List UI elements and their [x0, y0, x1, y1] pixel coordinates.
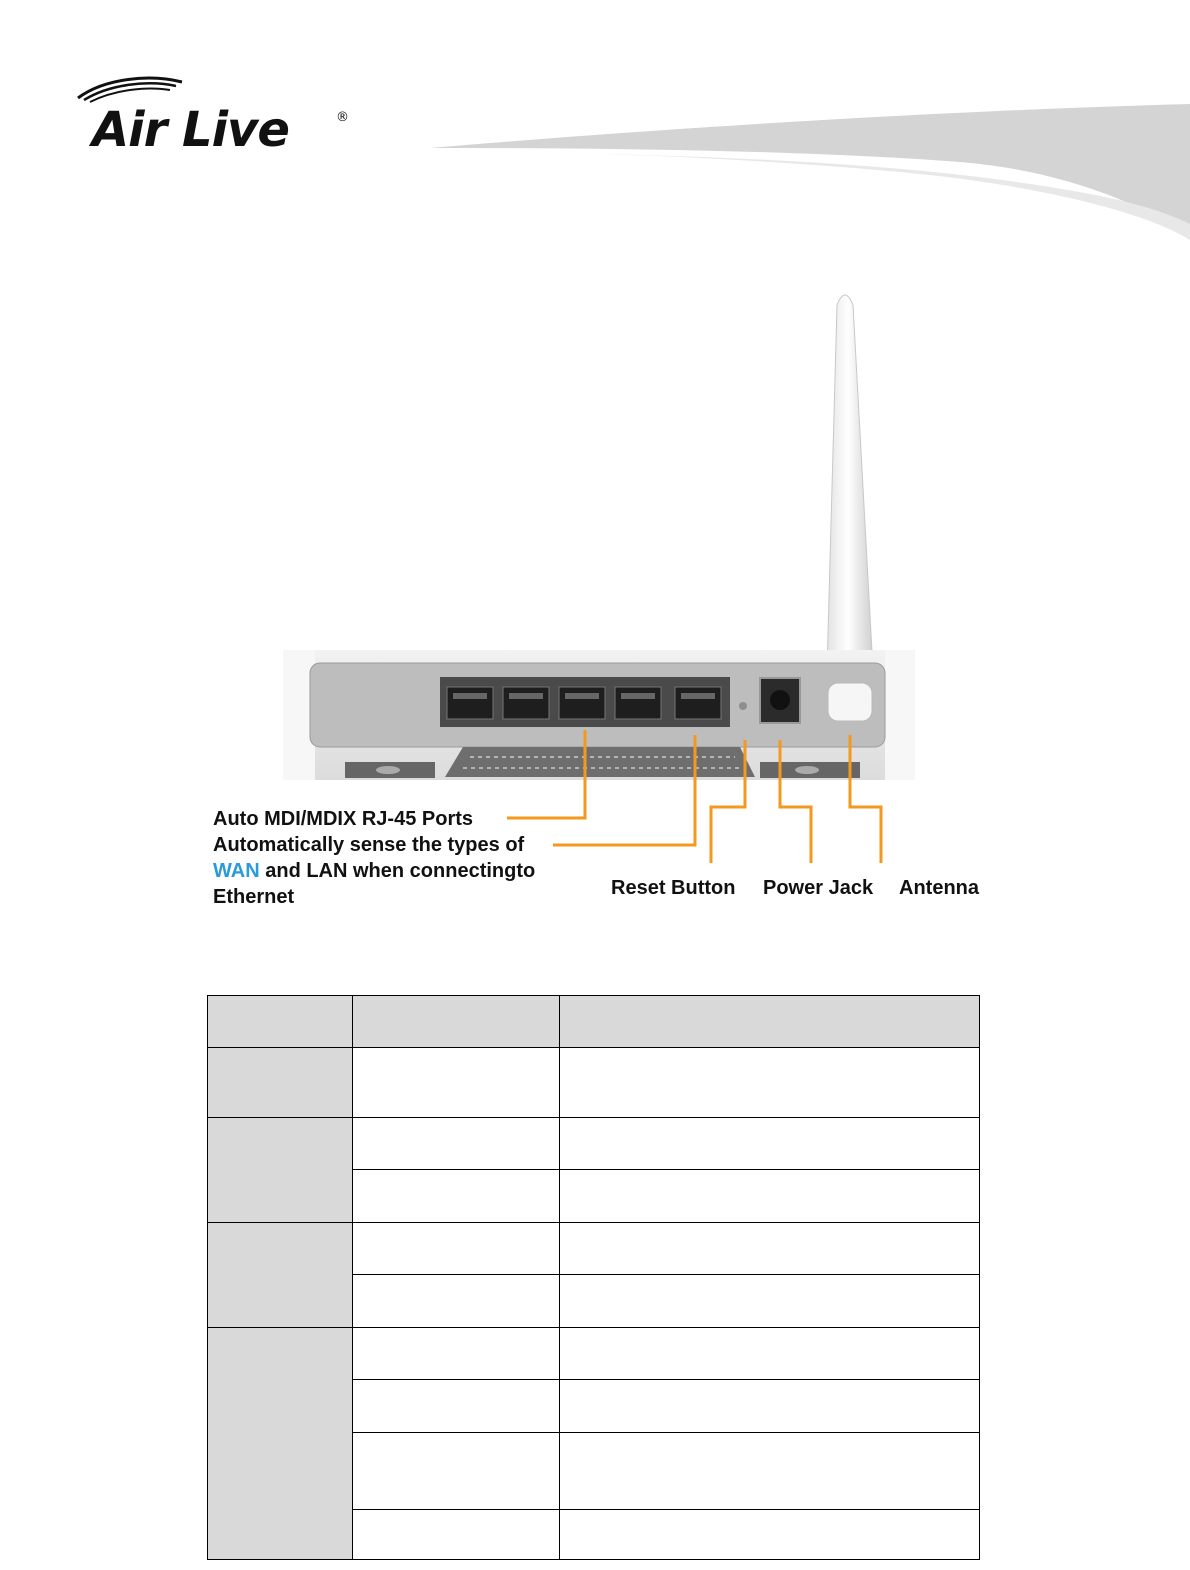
- table-cell: [560, 1048, 980, 1118]
- table-cell: [560, 1510, 980, 1560]
- spec-table: [207, 995, 980, 1560]
- table-cell: [353, 1048, 560, 1118]
- table-header-cell: [208, 996, 353, 1048]
- ports-label-line4: Ethernet: [213, 886, 295, 908]
- table-cell: [353, 1328, 560, 1380]
- table-cell: [353, 1170, 560, 1223]
- table-cell: [560, 1433, 980, 1510]
- table-cell: [560, 1275, 980, 1328]
- table-header-cell: [560, 996, 980, 1048]
- ports-label-line3: [213, 858, 535, 884]
- logo-text: Air Live: [92, 102, 289, 158]
- table-cell: [353, 1275, 560, 1328]
- reset-button-label: Reset Button: [611, 877, 736, 899]
- table-header-row: [208, 996, 980, 1048]
- ports-label-line1: Auto MDI/MDIX RJ-45 Ports: [213, 808, 474, 830]
- table-group-cell: [208, 1048, 353, 1118]
- lan-text: and LAN when connectingto: [259, 860, 536, 882]
- table-cell: [353, 1433, 560, 1510]
- table-cell: [353, 1223, 560, 1275]
- power-jack-label: Power Jack: [763, 877, 874, 899]
- antenna-label: Antenna: [899, 877, 979, 899]
- router-rear-panel-figure: [195, 265, 1025, 945]
- table-cell: [353, 1380, 560, 1433]
- wan-text: WAN: [213, 860, 260, 882]
- table-cell: [560, 1223, 980, 1275]
- table-cell: [353, 1118, 560, 1170]
- table-row: [208, 1223, 980, 1275]
- table-row: [208, 1048, 980, 1118]
- table-cell: [560, 1170, 980, 1223]
- table-group-cell: [208, 1118, 353, 1223]
- table-cell: [560, 1118, 980, 1170]
- table-cell: [560, 1380, 980, 1433]
- table-group-cell: [208, 1328, 353, 1560]
- table-header-cell: [353, 996, 560, 1048]
- table-cell: [560, 1328, 980, 1380]
- table-row: [208, 1328, 980, 1380]
- registered-mark: ®: [336, 110, 349, 125]
- table-cell: [353, 1510, 560, 1560]
- brand-logo: [70, 72, 360, 162]
- table-group-cell: [208, 1223, 353, 1328]
- ports-label-line2: Automatically sense the types of: [213, 834, 525, 856]
- table-row: [208, 1118, 980, 1170]
